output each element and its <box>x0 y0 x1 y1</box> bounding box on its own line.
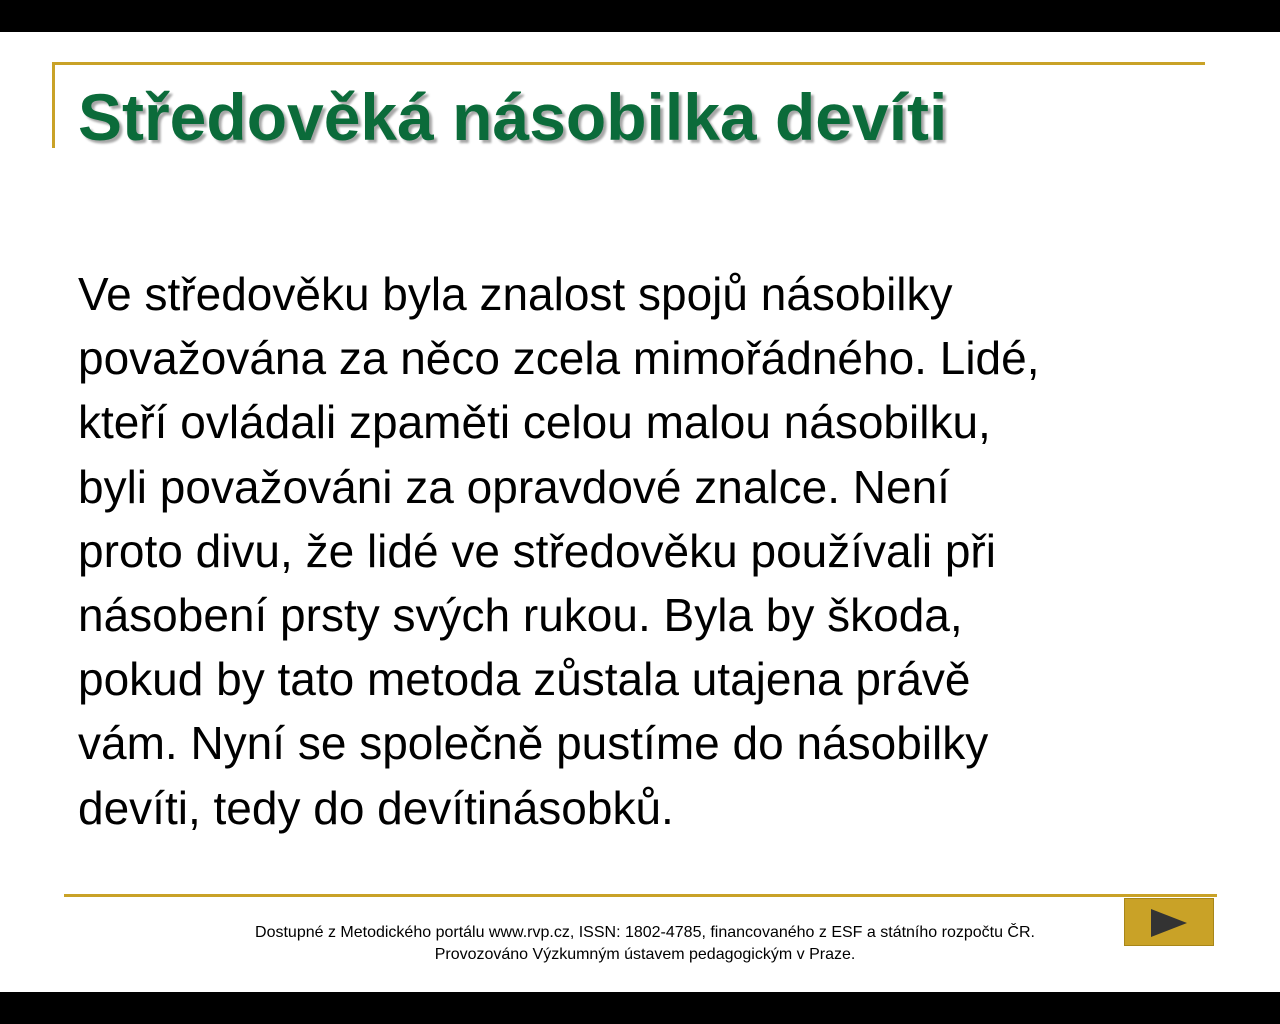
footer-rule <box>64 894 1217 897</box>
slide <box>0 32 1280 992</box>
body-line: Ve středověku byla znalost spojů násobilky <box>78 268 953 320</box>
body-line: devíti, tedy do devítinásobků. <box>78 781 674 834</box>
slide-body-text <box>78 262 1218 840</box>
footer-credit <box>130 922 1160 966</box>
body-line: vám. Nyní se společně pustíme do násobilky <box>78 717 989 770</box>
top-black-bar <box>0 0 1280 32</box>
footer-line-1: Dostupné z Metodického portálu www.rvp.cz, ISSN: 1802-4785, financovaného z ESF a státního rozpočtu ČR. <box>255 924 1035 941</box>
next-slide-button[interactable] <box>1124 898 1214 946</box>
body-line: násobení prsty svých rukou. Byla by škoda, <box>78 589 963 642</box>
body-line: kteří ovládali zpaměti celou malou násobilku, <box>78 396 991 449</box>
body-line: pokud by tato metoda zůstala utajena právě <box>78 653 971 706</box>
footer-line-2: Provozováno Výzkumným ústavem pedagogickým v Praze. <box>434 946 856 963</box>
body-line: považována za něco zcela mimořádného. Lidé, <box>78 332 1040 385</box>
body-line: byli považováni za opravdové znalce. Není <box>78 460 950 513</box>
bottom-black-bar <box>0 992 1280 1024</box>
title-rule-horizontal <box>52 62 1205 65</box>
slide-title: Středověká násobilka devíti <box>78 80 948 154</box>
title-rule-vertical <box>52 62 55 148</box>
play-triangle-icon <box>1149 907 1189 939</box>
body-line: proto divu, že lidé ve středověku používali při <box>78 524 996 577</box>
